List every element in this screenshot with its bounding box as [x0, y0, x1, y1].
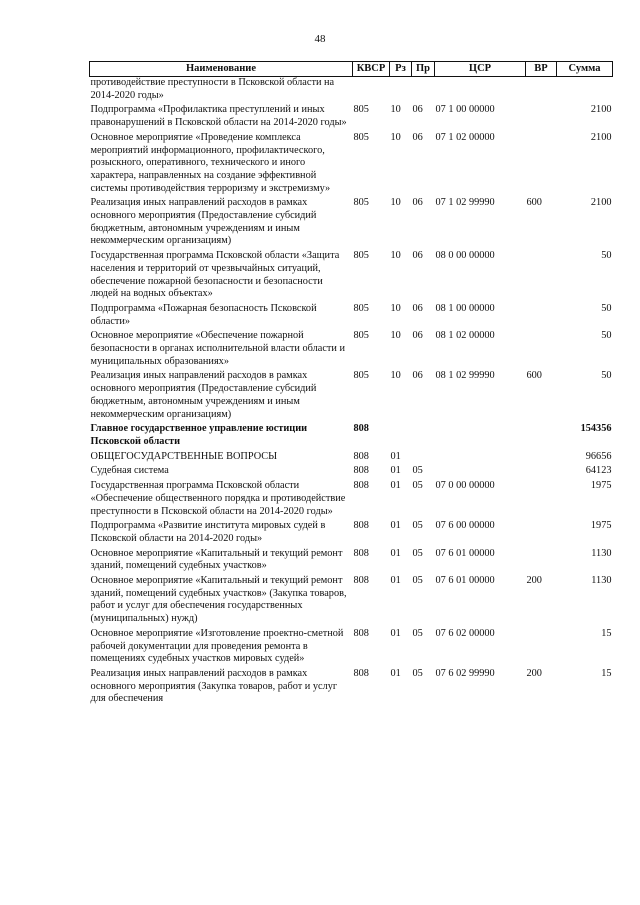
cell-name: Основное мероприятие «Капитальный и текущий ремонт зданий, помещений судебных участков» (Закупка товаров, работ и услуг для обеспечения государственных (муниципальных) нужд)	[90, 575, 347, 625]
cell-rz: 01	[390, 627, 401, 639]
table-row	[90, 546, 613, 573]
cell-pr: 06	[412, 330, 423, 342]
cell-rz: 01	[390, 520, 401, 532]
cell-vr	[526, 626, 557, 666]
cell-kvsr: 808	[353, 575, 369, 587]
cell-name: ОБЩЕГОСУДАРСТВЕННЫЕ ВОПРОСЫ	[90, 450, 278, 462]
cell-kvsr: 808	[353, 520, 369, 532]
table-row	[90, 449, 613, 464]
cell-rz: 01	[390, 450, 401, 462]
cell-pr: 06	[412, 104, 423, 116]
cell-rz: 10	[390, 250, 401, 262]
header-vr: ВР	[526, 62, 557, 77]
cell-csr: 08 1 00 00000	[435, 302, 495, 314]
cell-sum: 50	[601, 302, 612, 314]
cell-sum: 2100	[590, 197, 612, 209]
cell-csr	[435, 449, 526, 464]
header-kvsr: КВСР	[353, 62, 390, 77]
table-row	[90, 478, 613, 518]
cell-kvsr: 808	[353, 547, 369, 559]
cell-rz: 10	[390, 131, 401, 143]
cell-name: Реализация иных направлений расходов в рамках основного мероприятия (Предоставление субсидий бюджетным, автономным учреждениям и иным некоммерческим организациям)	[90, 197, 317, 247]
cell-pr: 05	[412, 547, 423, 559]
table-header-row	[90, 62, 613, 77]
cell-csr: 07 6 02 99990	[435, 667, 495, 679]
cell-pr: 05	[412, 667, 423, 679]
page-number: 48	[314, 33, 326, 45]
cell-name: Основное мероприятие «Проведение комплекса мероприятий информационного, профилактического, розыскного, оперативного, технического и иного характера, направленных на создание эффективной системы противодействия терроризму и экстремизму»	[90, 131, 331, 194]
cell-rz: 01	[390, 547, 401, 559]
header-csr: ЦСР	[435, 62, 526, 77]
cell-rz: 01	[390, 480, 401, 492]
cell-kvsr: 805	[353, 104, 369, 116]
table-row	[90, 77, 613, 103]
cell-pr: 05	[412, 627, 423, 639]
cell-kvsr: 808	[353, 465, 369, 477]
cell-kvsr: 805	[353, 131, 369, 143]
cell-name: Подпрограмма «Профилактика преступлений и иных правонарушений в Псковской области на 2014-2020 годы»	[90, 104, 347, 129]
cell-name: Главное государственное управление юстиции Псковской области	[90, 423, 308, 447]
cell-csr	[435, 463, 526, 478]
table-row	[90, 518, 613, 545]
cell-sum: 2100	[590, 104, 612, 116]
table-row	[90, 102, 613, 129]
cell-rz: 01	[390, 465, 401, 477]
cell-kvsr	[353, 77, 390, 103]
cell-sum: 1130	[591, 547, 612, 559]
cell-kvsr: 808	[353, 450, 369, 462]
cell-vr	[526, 102, 557, 129]
cell-pr: 06	[412, 131, 423, 143]
cell-csr: 07 0 00 00000	[435, 480, 495, 492]
cell-vr: 200	[526, 575, 542, 587]
cell-csr: 07 1 02 99990	[435, 197, 495, 209]
table-row	[90, 573, 613, 626]
table-row	[90, 130, 613, 196]
cell-rz: 10	[390, 330, 401, 342]
cell-vr: 600	[526, 370, 542, 382]
cell-vr: 600	[526, 197, 542, 209]
cell-name: Основное мероприятие «Обеспечение пожарной безопасности в органах исполнительной власти области и муниципальных образованиях»	[90, 330, 346, 367]
cell-kvsr: 808	[353, 480, 369, 492]
cell-name: Основное мероприятие «Капитальный и текущий ремонт зданий, помещений судебных участков»	[90, 547, 343, 572]
cell-sum: 64123	[585, 465, 612, 477]
cell-sum: 50	[601, 330, 612, 342]
cell-kvsr: 805	[353, 250, 369, 262]
cell-sum: 50	[601, 370, 612, 382]
cell-kvsr: 808	[353, 423, 369, 435]
cell-vr	[526, 421, 557, 448]
cell-name: Судебная система	[90, 465, 169, 477]
cell-csr: 08 0 00 00000	[435, 250, 495, 262]
cell-rz: 10	[390, 197, 401, 209]
cell-kvsr: 805	[353, 370, 369, 382]
table-body	[90, 77, 613, 707]
table-row	[90, 301, 613, 328]
cell-sum: 96656	[585, 450, 612, 462]
cell-rz: 01	[390, 667, 401, 679]
cell-kvsr: 805	[353, 302, 369, 314]
cell-csr: 07 6 00 00000	[435, 520, 495, 532]
cell-vr	[526, 449, 557, 464]
cell-vr	[526, 478, 557, 518]
cell-pr: 06	[412, 250, 423, 262]
cell-pr: 05	[412, 465, 423, 477]
cell-vr	[526, 546, 557, 573]
cell-rz: 10	[390, 104, 401, 116]
cell-pr: 06	[412, 370, 423, 382]
header-rz: Рз	[390, 62, 412, 77]
cell-csr: 07 6 01 00000	[435, 575, 495, 587]
cell-vr	[526, 463, 557, 478]
cell-csr: 08 1 02 99990	[435, 370, 495, 382]
table-row	[90, 463, 613, 478]
cell-pr: 05	[412, 520, 423, 532]
cell-vr	[526, 77, 557, 103]
cell-sum: 15	[601, 667, 612, 679]
table-row	[90, 195, 613, 248]
cell-sum: 15	[601, 627, 612, 639]
cell-pr: 05	[412, 575, 423, 587]
cell-pr: 05	[412, 480, 423, 492]
cell-rz	[390, 77, 412, 103]
cell-csr	[435, 421, 526, 448]
table-row	[90, 421, 613, 448]
cell-sum	[557, 77, 613, 103]
cell-pr	[412, 77, 435, 103]
cell-csr	[435, 77, 526, 103]
cell-kvsr: 808	[353, 667, 369, 679]
cell-sum: 1130	[591, 575, 612, 587]
cell-csr: 07 6 02 00000	[435, 627, 495, 639]
cell-csr: 07 1 00 00000	[435, 104, 495, 116]
cell-sum: 1975	[590, 520, 612, 532]
cell-vr	[526, 518, 557, 545]
table-row	[90, 626, 613, 666]
cell-csr: 07 6 01 00000	[435, 547, 495, 559]
cell-name: Государственная программа Псковской области «Обеспечение общественного порядка и противодействие преступности в Псковской области на 2014-2020 годы»	[90, 480, 346, 517]
cell-rz: 10	[390, 302, 401, 314]
cell-csr: 08 1 02 00000	[435, 330, 495, 342]
cell-kvsr: 808	[353, 627, 369, 639]
cell-sum: 2100	[590, 131, 612, 143]
header-name: Наименование	[90, 62, 353, 77]
cell-vr	[526, 328, 557, 368]
cell-rz: 10	[390, 370, 401, 382]
cell-pr: 06	[412, 302, 423, 314]
cell-csr: 07 1 02 00000	[435, 131, 495, 143]
cell-name: противодействие преступности в Псковской области на 2014-2020 годы»	[90, 77, 335, 101]
cell-rz: 01	[390, 575, 401, 587]
cell-vr	[526, 301, 557, 328]
cell-name: Реализация иных направлений расходов в рамках основного мероприятия (Предоставление субсидий бюджетным, автономным учреждениям и иным некоммерческим организациям)	[90, 370, 317, 420]
cell-name: Реализация иных направлений расходов в рамках основного мероприятия (Закупка товаров, работ и услуг для обеспечения	[90, 667, 338, 705]
cell-vr: 200	[526, 667, 542, 679]
cell-sum: 154356	[580, 423, 612, 435]
cell-vr	[526, 248, 557, 301]
cell-pr	[412, 421, 435, 448]
cell-kvsr: 805	[353, 330, 369, 342]
cell-vr	[526, 130, 557, 196]
table-row	[90, 248, 613, 301]
cell-name: Подпрограмма «Пожарная безопасность Псковской области»	[90, 302, 317, 327]
cell-sum: 1975	[590, 480, 612, 492]
cell-pr: 06	[412, 197, 423, 209]
cell-pr	[412, 449, 435, 464]
cell-rz	[390, 421, 412, 448]
cell-name: Государственная программа Псковской области «Защита населения и территорий от чрезвычайных ситуаций, обеспечение пожарной безопасности и безопасности людей на водных объектах»	[90, 250, 340, 300]
cell-name: Подпрограмма «Развитие института мировых судей в Псковской области на 2014-2020 годы»	[90, 520, 326, 544]
budget-table	[89, 61, 613, 706]
table-row	[90, 328, 613, 368]
table-row	[90, 666, 613, 706]
table-row	[90, 368, 613, 421]
header-pr: Пр	[412, 62, 435, 77]
cell-name: Основное мероприятие «Изготовление проектно-сметной рабочей документации для проведения ремонта в помещениях судебных участков мировых судей»	[90, 627, 344, 665]
header-sum: Сумма	[557, 62, 613, 77]
cell-kvsr: 805	[353, 197, 369, 209]
cell-sum: 50	[601, 250, 612, 262]
